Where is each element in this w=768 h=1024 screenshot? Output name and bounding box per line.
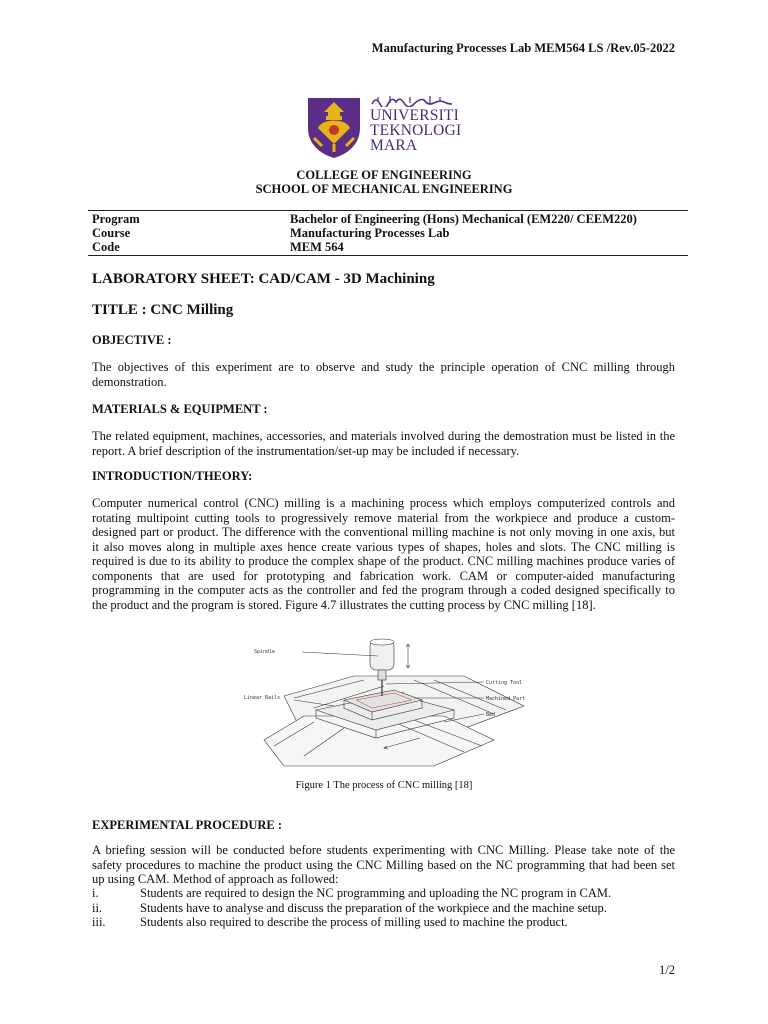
document-reference: Manufacturing Processes Lab MEM564 LS /Rev.05-2022 bbox=[371, 41, 675, 55]
college-name: COLLEGE OF ENGINEERING bbox=[296, 168, 472, 182]
code-label: Code bbox=[92, 240, 120, 254]
label-spindle: Spindle bbox=[254, 649, 276, 655]
materials-text: The related equipment, machines, accessories, and materials involved during the demostration must be listed in the report. A brief description of the instrumentation/set-up may be included if necessary. bbox=[92, 429, 675, 458]
introduction-text: Computer numerical control (CNC) milling is a machining process which employs computerized controls and rotating multipoint cutting tools to progressively remove material from the workpiece and produce a custom-designed part or product. The difference with the conventional milling machine is not only moving in one axis, but it also moves along in multiple axes hence create various types of shapes, holes and slots. The CNC milling is required is due to its ability to produce the complex shape of the product. CNC milling machines produce varies of components that are used for prototyping and fabrication work. CAM or computer-aided manufacturing programming in the computer acts as the controller and fed the program through a coded designed specifically to the product and the program is stored. Figure 4.7 illustrates the cutting process by CNC milling [18]. bbox=[92, 496, 675, 612]
course-info-table bbox=[88, 210, 688, 256]
step-number: ii. bbox=[92, 900, 103, 915]
procedure-text: A briefing session will be conducted before students experimenting with CNC Milling. Please take note of the safety procedures to machine the product using the CNC Milling based on the NC programming that had been set up using CAM. Method of approach as followed: bbox=[92, 843, 675, 886]
course-value: Manufacturing Processes Lab bbox=[290, 226, 450, 240]
step-text: Students also required to describe the process of milling used to machine the product. bbox=[140, 915, 568, 929]
crest-icon bbox=[304, 94, 364, 160]
introduction-heading: INTRODUCTION/THEORY: bbox=[92, 469, 253, 483]
step-text: Students have to analyse and discuss the preparation of the workpiece and the machine setup. bbox=[140, 900, 607, 915]
list-item bbox=[92, 915, 611, 930]
step-number: iii. bbox=[92, 915, 106, 929]
label-linear-rails: Linear Rails bbox=[244, 695, 281, 701]
label-bed: Bed bbox=[486, 712, 496, 718]
course-label: Course bbox=[92, 226, 131, 240]
materials-heading: MATERIALS & EQUIPMENT : bbox=[92, 402, 268, 416]
code-value: MEM 564 bbox=[290, 240, 344, 254]
list-item bbox=[92, 901, 611, 916]
program-row bbox=[88, 212, 688, 226]
objective-heading: OBJECTIVE : bbox=[92, 333, 172, 347]
logo-line-3: MARA bbox=[370, 137, 418, 154]
course-row bbox=[88, 226, 688, 240]
step-number: i. bbox=[92, 886, 99, 900]
logo-line-2: TEKNOLOGI bbox=[370, 122, 462, 139]
procedure-heading: EXPERIMENTAL PROCEDURE : bbox=[92, 818, 283, 832]
label-machined-part: Machined Part bbox=[486, 696, 526, 702]
objective-text: The objectives of this experiment are to observe and study the principle operation of CNC milling through demonstration. bbox=[92, 360, 675, 389]
program-value: Bachelor of Engineering (Hons) Mechanical (EM220/ CEEM220) bbox=[290, 212, 637, 226]
step-text: Students are required to design the NC programming and uploading the NC program in CAM. bbox=[140, 886, 612, 900]
logo-wordmark bbox=[370, 108, 461, 153]
program-label: Program bbox=[92, 212, 140, 226]
jawi-script-icon bbox=[370, 94, 454, 107]
university-logo bbox=[304, 94, 464, 160]
cnc-milling-figure bbox=[244, 636, 536, 776]
logo-line-1: UNIVERSITI bbox=[370, 107, 459, 124]
school-name: SCHOOL OF MECHANICAL ENGINEERING bbox=[255, 182, 513, 196]
figure-caption: Figure 1 The process of CNC milling [18] bbox=[295, 780, 473, 791]
sheet-title: LABORATORY SHEET: CAD/CAM - 3D Machining bbox=[92, 271, 435, 287]
experiment-title: TITLE : CNC Milling bbox=[92, 302, 234, 318]
procedure-steps bbox=[92, 886, 611, 930]
list-item bbox=[92, 886, 611, 901]
code-row bbox=[88, 240, 688, 254]
label-cutting-tool: Cutting Tool bbox=[486, 680, 523, 686]
page-number: 1/2 bbox=[659, 963, 675, 977]
